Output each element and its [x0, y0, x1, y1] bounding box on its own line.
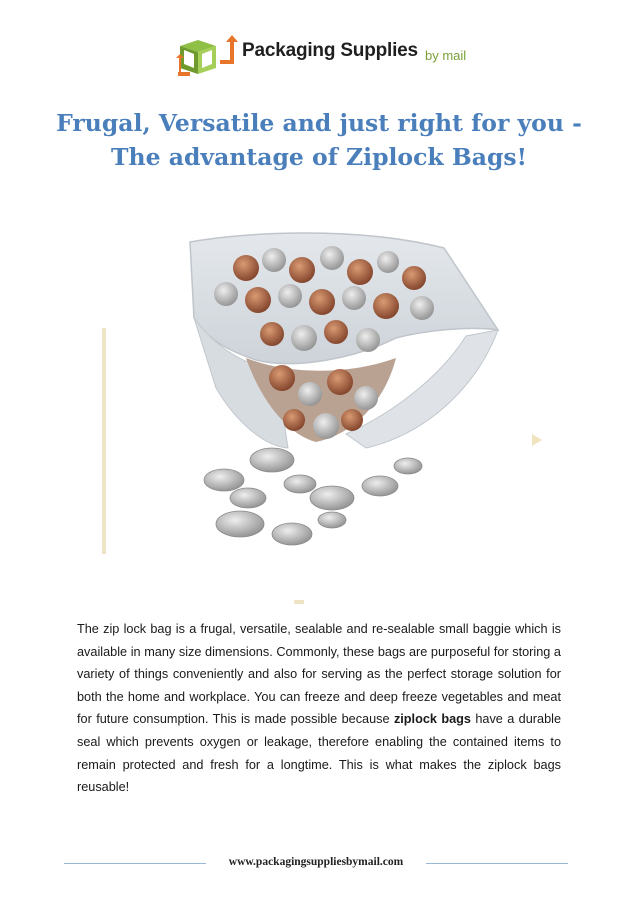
footer-website-link[interactable]: www.packagingsuppliesbymail.com	[228, 856, 404, 868]
page-title	[40, 106, 598, 174]
footer-rule-right	[426, 863, 568, 864]
ziplock-bag-of-coins-image	[96, 198, 552, 608]
brand-logo[interactable]	[176, 28, 476, 82]
logo-tagline: by mail	[425, 48, 467, 63]
logo-name: Packaging Supplies	[242, 40, 418, 61]
title-line-1: Frugal, Versatile and just right for you -	[56, 109, 582, 137]
title-line-2: The advantage of Ziplock Bags!	[111, 143, 527, 171]
header	[0, 28, 638, 82]
body-keyword-ziplock-bags: ziplock bags	[393, 712, 471, 727]
footer-rule-left	[64, 863, 206, 864]
body-text-part-2: have a durable seal which prevents oxygen or leakage, therefore enabling the contained items to remain protected and fresh for a longtime. This is what makes the ziplock bags reusable!	[77, 712, 561, 795]
box-arrows-logo-icon	[176, 32, 238, 78]
body-text-part-1: The zip lock bag is a frugal, versatile, sealable and re-sealable small baggie which is available in many size dimensions. Commonly, these bags are purposeful for storing a variety of things conveniently and also for serving as the perfect storage solution for both the home and workplace. You can freeze and deep freeze vegetables and meat for future consumption. This is made possible because	[77, 622, 561, 727]
body-paragraph	[77, 618, 561, 799]
